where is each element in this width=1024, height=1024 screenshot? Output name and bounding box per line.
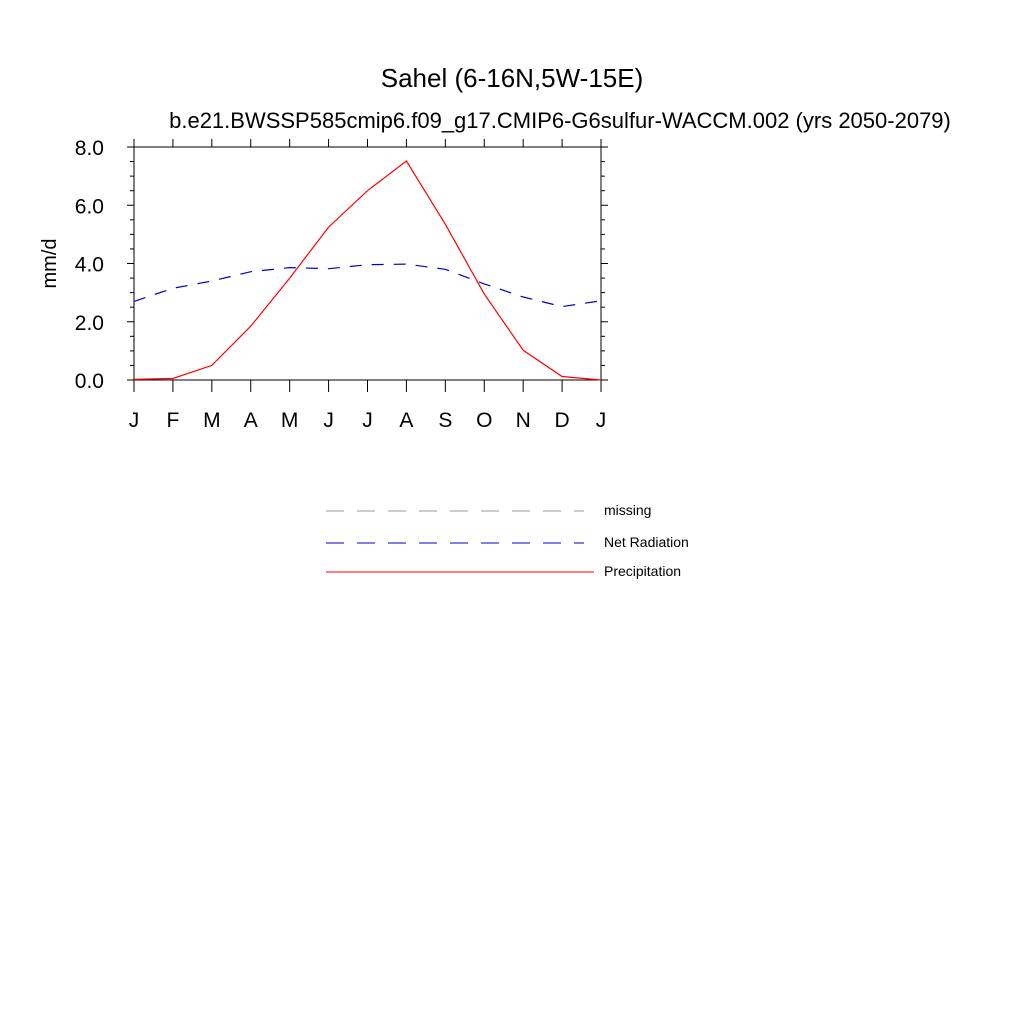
chart-title: Sahel (6-16N,5W-15E) bbox=[380, 63, 644, 93]
x-tick-label: O bbox=[476, 409, 493, 432]
x-tick-label: A bbox=[243, 409, 258, 432]
series-line-net-radiation bbox=[134, 264, 601, 307]
legend-swatch-net-radiation bbox=[324, 532, 594, 552]
y-axis-ticks bbox=[127, 147, 608, 380]
x-tick-label: M bbox=[280, 409, 299, 432]
legend-label-net-radiation: Net Radiation bbox=[604, 534, 689, 550]
chart-subtitle: b.e21.BWSSP585cmip6.f09_g17.CMIP6-G6sulfur-WACCM.002 (yrs 2050-2079) bbox=[169, 108, 951, 133]
legend bbox=[324, 500, 744, 590]
x-tick-label: M bbox=[203, 409, 221, 432]
y-tick-label: 2.0 bbox=[74, 311, 104, 335]
y-axis-label: mm/d bbox=[39, 238, 61, 289]
legend-item-net-radiation bbox=[324, 532, 744, 552]
legend-swatch-missing bbox=[324, 500, 594, 520]
x-tick-label: J bbox=[323, 409, 334, 432]
y-tick-label: 8.0 bbox=[74, 137, 104, 160]
x-tick-label: N bbox=[515, 409, 531, 432]
plot-frame bbox=[134, 147, 601, 380]
y-tick-label: 0.0 bbox=[74, 370, 104, 393]
legend-item-precipitation bbox=[324, 561, 744, 581]
x-tick-label: J bbox=[362, 409, 373, 432]
legend-label-precipitation: Precipitation bbox=[604, 563, 682, 579]
x-tick-label: D bbox=[554, 409, 570, 432]
legend-swatch-precipitation bbox=[324, 561, 594, 581]
legend-label-missing: missing bbox=[604, 502, 652, 518]
x-axis-ticks bbox=[134, 139, 601, 392]
x-tick-label: F bbox=[166, 409, 180, 432]
y-tick-label: 6.0 bbox=[74, 195, 104, 219]
x-tick-label: A bbox=[399, 409, 414, 432]
legend-item-missing bbox=[324, 500, 744, 520]
x-tick-label: J bbox=[128, 409, 140, 432]
x-tick-label: S bbox=[438, 409, 453, 432]
y-tick-label: 4.0 bbox=[74, 253, 104, 277]
x-tick-label: J bbox=[595, 409, 607, 432]
series-line-precipitation bbox=[134, 161, 601, 380]
